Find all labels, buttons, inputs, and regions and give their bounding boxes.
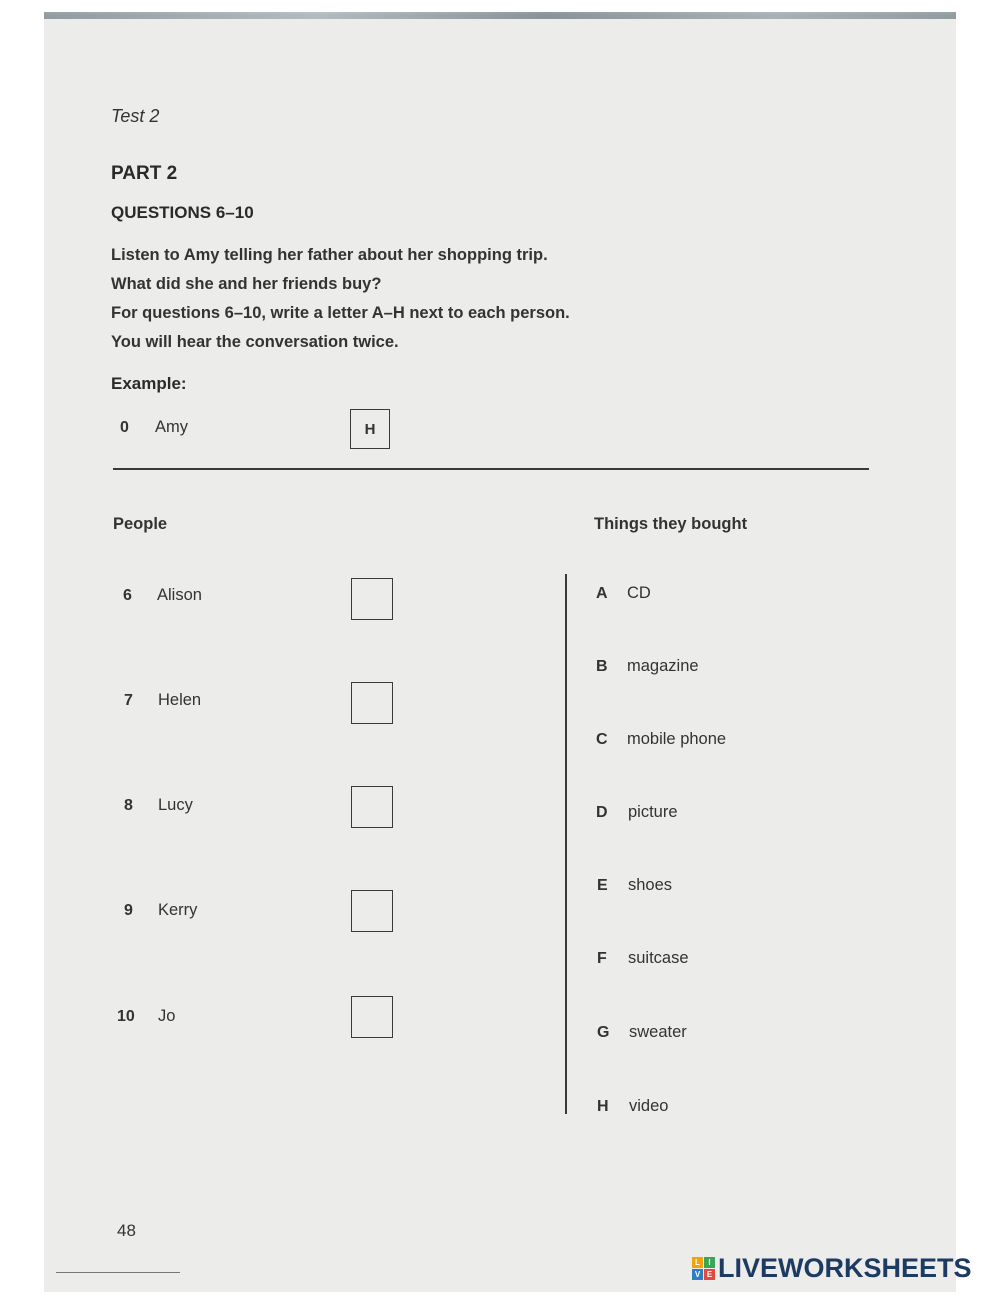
person-number: 9 bbox=[124, 902, 133, 919]
page-top-edge bbox=[44, 12, 956, 19]
brand-icon-tile: I bbox=[704, 1257, 715, 1268]
questions-title: QUESTIONS 6–10 bbox=[111, 203, 254, 222]
brand-icon-tile: L bbox=[692, 1257, 703, 1268]
instruction-line-1: Listen to Amy telling her father about her shopping trip. bbox=[111, 246, 548, 264]
answer-box-10[interactable] bbox=[351, 996, 393, 1038]
liveworksheets-logo bbox=[692, 1253, 972, 1284]
test-label: Test 2 bbox=[111, 106, 160, 126]
thing-text: video bbox=[629, 1097, 669, 1115]
page-number: 48 bbox=[117, 1221, 136, 1240]
thing-letter: G bbox=[597, 1024, 610, 1041]
person-name: Jo bbox=[158, 1007, 176, 1025]
brand-icon-tile: V bbox=[692, 1269, 703, 1280]
instruction-line-2: What did she and her friends buy? bbox=[111, 275, 382, 293]
column-divider bbox=[565, 574, 567, 1114]
thing-letter: F bbox=[597, 950, 607, 967]
example-number: 0 bbox=[120, 419, 129, 436]
thing-text: CD bbox=[627, 584, 651, 602]
section-divider bbox=[113, 468, 869, 470]
person-number: 6 bbox=[123, 587, 132, 604]
example-answer-box bbox=[350, 409, 390, 449]
thing-text: mobile phone bbox=[627, 730, 727, 748]
brand-icon-tile: E bbox=[704, 1269, 715, 1280]
things-heading: Things they bought bbox=[594, 515, 748, 533]
person-number: 7 bbox=[124, 692, 133, 709]
person-name: Alison bbox=[157, 586, 202, 604]
example-answer: H bbox=[364, 420, 376, 438]
thing-letter: B bbox=[596, 658, 608, 675]
example-name: Amy bbox=[155, 418, 188, 436]
thing-letter: D bbox=[596, 804, 608, 821]
thing-text: suitcase bbox=[628, 949, 689, 967]
thing-text: picture bbox=[628, 803, 678, 821]
answer-box-7[interactable] bbox=[351, 682, 393, 724]
example-label: Example: bbox=[111, 374, 187, 393]
answer-box-9[interactable] bbox=[351, 890, 393, 932]
thing-letter: H bbox=[597, 1098, 609, 1115]
thing-text: shoes bbox=[628, 876, 673, 894]
people-heading: People bbox=[113, 515, 168, 533]
footer-rule bbox=[56, 1272, 180, 1273]
person-name: Helen bbox=[158, 691, 202, 709]
instruction-line-3: For questions 6–10, write a letter A–H next to each person. bbox=[111, 304, 570, 322]
thing-letter: C bbox=[596, 731, 608, 748]
thing-text: sweater bbox=[629, 1023, 687, 1041]
person-number: 8 bbox=[124, 797, 133, 814]
thing-text: magazine bbox=[627, 657, 699, 675]
instruction-line-4: You will hear the conversation twice. bbox=[111, 333, 399, 351]
person-name: Kerry bbox=[158, 901, 198, 919]
thing-letter: A bbox=[596, 585, 608, 602]
brand-grid-icon bbox=[692, 1257, 715, 1280]
brand-name: LIVEWORKSHEETS bbox=[718, 1253, 972, 1283]
part-title: PART 2 bbox=[111, 163, 178, 184]
answer-box-8[interactable] bbox=[351, 786, 393, 828]
thing-letter: E bbox=[597, 877, 608, 894]
person-number: 10 bbox=[117, 1008, 135, 1025]
person-name: Lucy bbox=[158, 796, 193, 814]
answer-box-6[interactable] bbox=[351, 578, 393, 620]
